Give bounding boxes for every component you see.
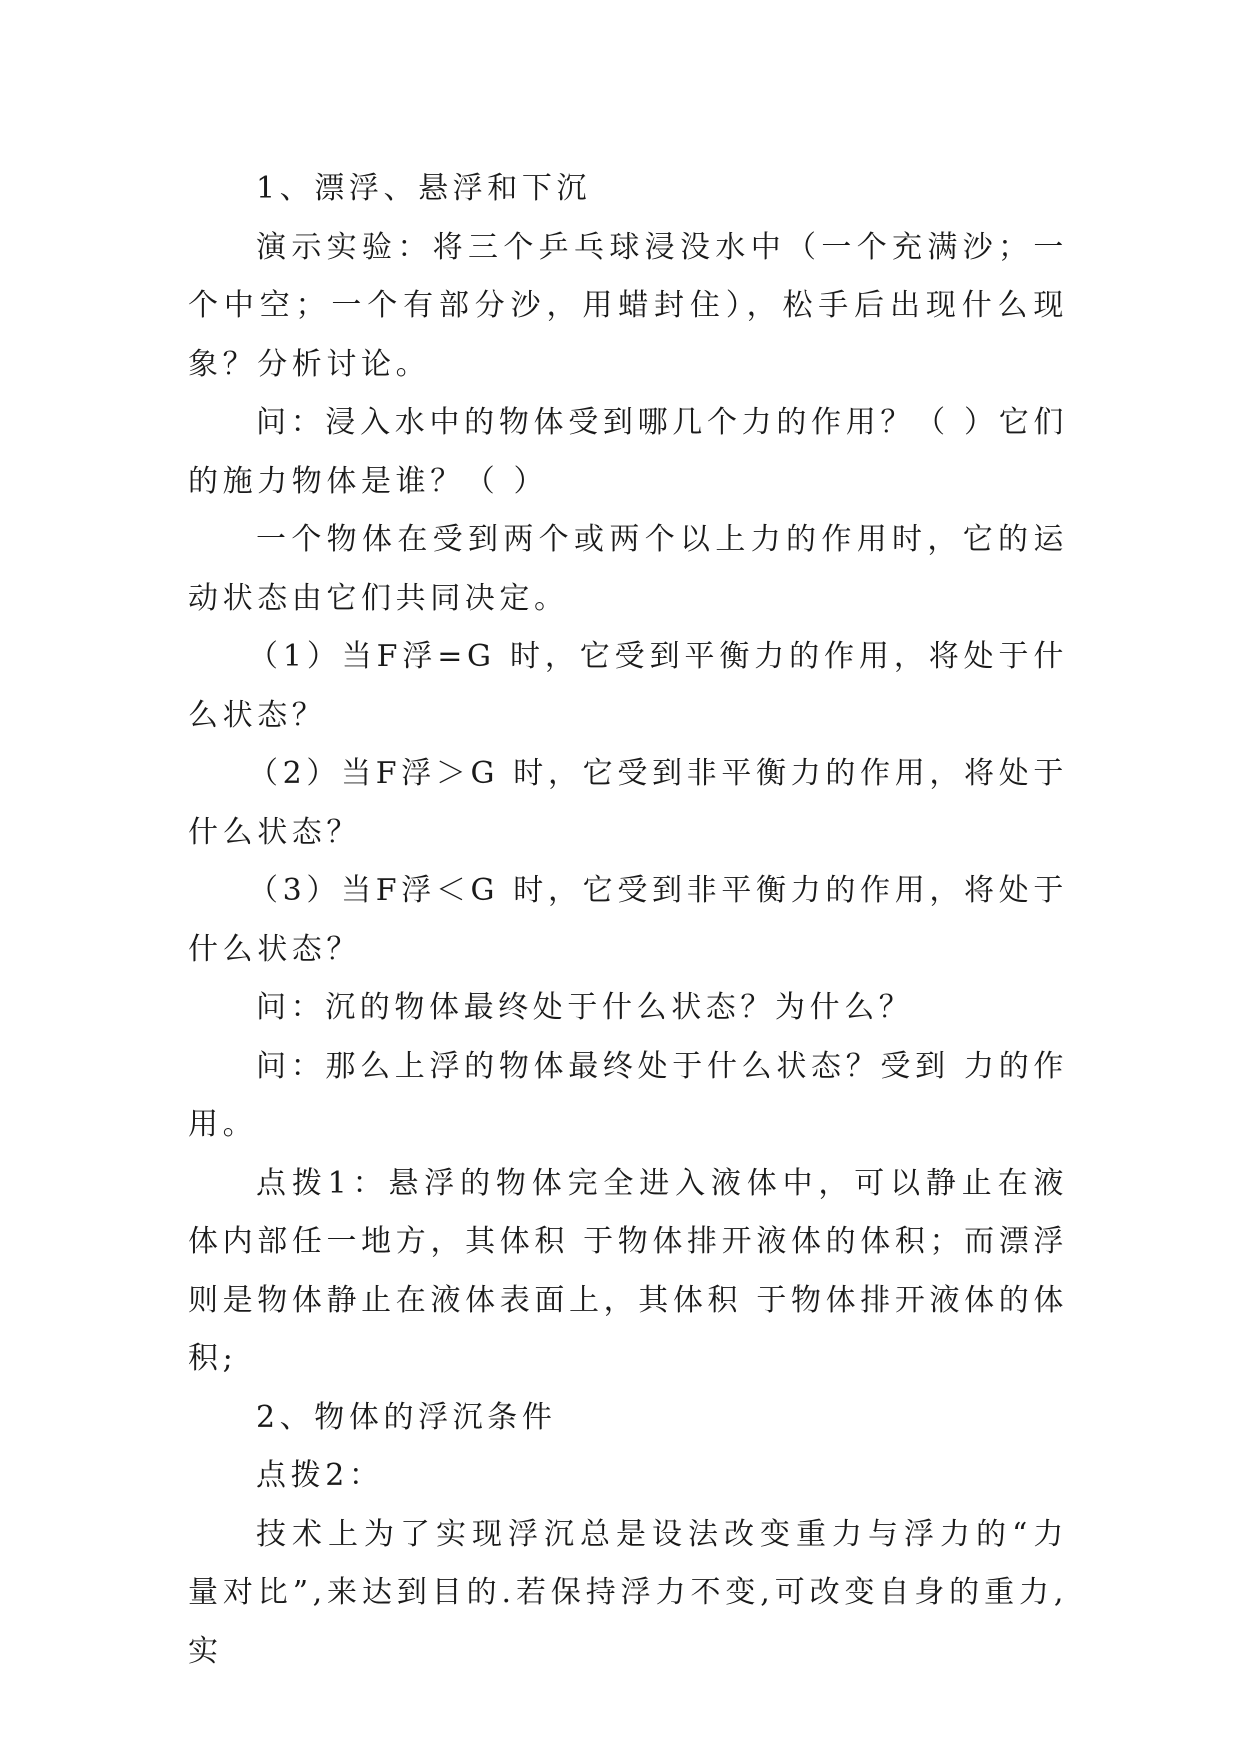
paragraph-case-2: （2）当F浮＞G 时，它受到非平衡力的作用，将处于什么状态？: [188, 756, 1068, 850]
section-heading-1: 1、漂浮、悬浮和下沉: [256, 171, 592, 206]
paragraph-technique: 技术上为了实现浮沉总是设法改变重力与浮力的“力量对比”,来达到目的.若保持浮力不变,可改变自身的重力,实: [188, 1516, 1068, 1669]
paragraph-case-3: （3）当F浮＜G 时，它受到非平衡力的作用，将处于什么状态？: [188, 873, 1068, 967]
paragraph-demo-experiment: 演示实验：将三个乒乓球浸没水中（一个充满沙；一个中空；一个有部分沙，用蜡封住），松手后出现什么现象？分析讨论。: [188, 229, 1068, 382]
document-page: [188, 160, 1068, 1669]
paragraph-motion-state: 一个物体在受到两个或两个以上力的作用时，它的运动状态由它们共同决定。: [188, 522, 1068, 616]
paragraph-question-sink: 问：沉的物体最终处于什么状态？为什么？: [256, 990, 914, 1025]
paragraph-case-1: （1）当F浮=G 时，它受到平衡力的作用，将处于什么状态？: [188, 639, 1068, 733]
paragraph-hint-2: 点拨2：: [256, 1458, 384, 1493]
section-heading-2: 2、物体的浮沉条件: [256, 1399, 557, 1435]
paragraph-question-float: 问：那么上浮的物体最终处于什么状态？受到 力的作用。: [188, 1048, 1068, 1142]
paragraph-hint-1: 点拨1：悬浮的物体完全进入液体中，可以静止在液体内部任一地方，其体积 于物体排开液体的体积；而漂浮则是物体静止在液体表面上，其体积 于物体排开液体的体积;: [188, 1165, 1068, 1376]
paragraph-question-forces: 问：浸入水中的物体受到哪几个力的作用？（ ）它们的施力物体是谁？（ ）: [188, 405, 1068, 499]
